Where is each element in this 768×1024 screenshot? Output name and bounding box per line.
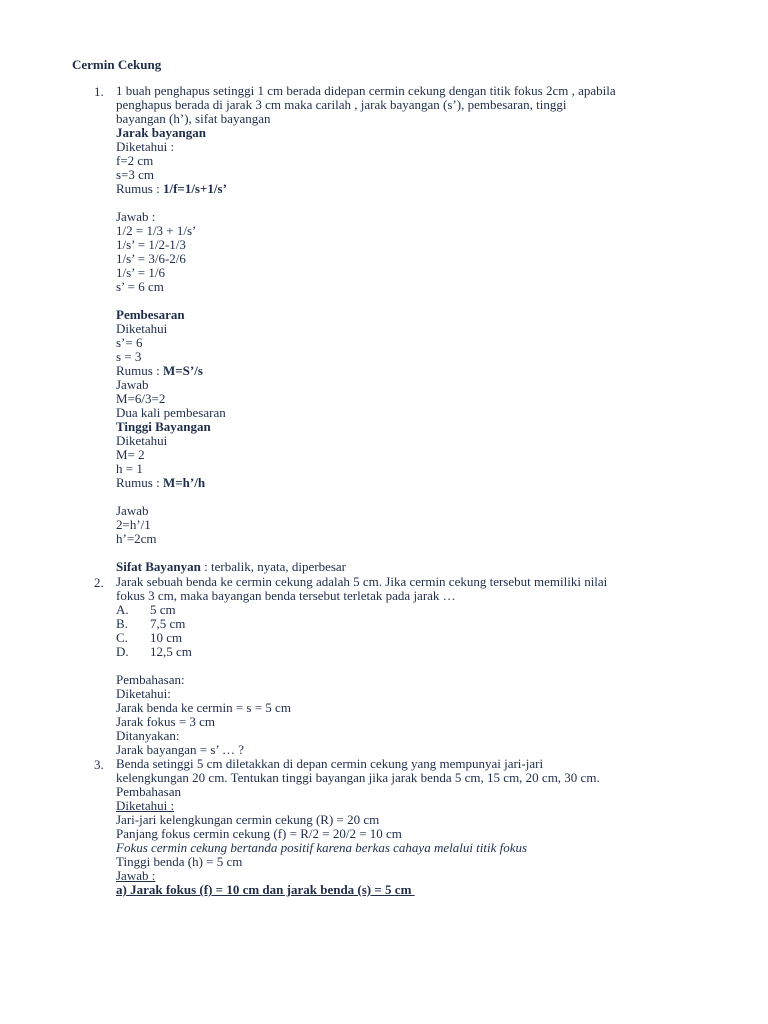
- q1-text-line-2: penghapus berada di jarak 3 cm maka carilah , jarak bayangan (s’), pembesaran, tinggi: [116, 97, 567, 112]
- q1-jarak-rumus-label: Rumus :: [116, 181, 163, 196]
- q1-pembesaran-rumus-label: Rumus :: [116, 363, 163, 378]
- q3-text-line-2: kelengkungan 20 cm. Tentukan tinggi bayangan jika jarak benda 5 cm, 15 cm, 20 cm, 30 cm.: [116, 770, 600, 785]
- q1-jarak-s: s=3 cm: [116, 167, 155, 182]
- q3-note: Fokus cermin cekung bertanda positif karena berkas cahaya melalui titik fokus: [116, 840, 528, 855]
- q3-f: Panjang fokus cermin cekung (f) = R/2 = 20/2 = 10 cm: [116, 826, 402, 841]
- q1-number: 1.: [94, 84, 104, 99]
- q1-jarak-step-5: s’ = 6 cm: [116, 279, 164, 294]
- q1-pembesaran-heading: Pembesaran: [116, 307, 185, 322]
- q2-option-b-text: 7,5 cm: [150, 616, 186, 631]
- q1-pembesaran-s: s = 3: [116, 349, 142, 364]
- q2-diketahui: Diketahui:: [116, 686, 171, 701]
- q2-line-1: Jarak benda ke cermin = s = 5 cm: [116, 700, 291, 715]
- q1-tinggi-diketahui: Diketahui: [116, 433, 168, 448]
- q2-option-c-text: 10 cm: [150, 630, 183, 645]
- q3-part-a: a) Jarak fokus (f) = 10 cm dan jarak benda (s) = 5 cm: [116, 882, 415, 897]
- q2-option-a-text: 5 cm: [150, 602, 176, 617]
- q1-pembesaran-calc: M=6/3=2: [116, 391, 166, 406]
- q2-ditanyakan: Ditanyakan:: [116, 728, 180, 743]
- q3-text-line-1: Benda setinggi 5 cm diletakkan di depan cermin cekung yang mempunyai jari-jari: [116, 756, 544, 771]
- q3-diketahui: Diketahui :: [116, 798, 175, 813]
- q2-option-b: [116, 617, 716, 631]
- q2-option-d-letter: D.: [116, 644, 129, 659]
- q1-jarak-f: f=2 cm: [116, 153, 154, 168]
- q3-block: [116, 757, 716, 897]
- q3-number: 3.: [94, 757, 104, 772]
- q1-pembesaran-jawab: Jawab: [116, 377, 149, 392]
- q1-tinggi-result: h’=2cm: [116, 531, 157, 546]
- q1-tinggi-h: h = 1: [116, 461, 143, 476]
- q1-jarak-diketahui: Diketahui :: [116, 139, 175, 154]
- q3-pembahasan: Pembahasan: [116, 784, 181, 799]
- q1-jarak-rumus: 1/f=1/s+1/s’: [162, 181, 227, 196]
- q1-text-line-1: 1 buah penghapus setinggi 1 cm berada didepan cermin cekung dengan titik fokus 2cm , apabila: [116, 83, 616, 98]
- q1-jarak-step-1: 1/2 = 1/3 + 1/s’: [116, 223, 197, 238]
- q1-sifat-line: [116, 560, 716, 574]
- q2-text-line-2: fokus 3 cm, maka bayangan benda tersebut terletak pada jarak …: [116, 588, 456, 603]
- q1-pembesaran-diketahui: Diketahui: [116, 321, 168, 336]
- q1-sifat-value: : terbalik, nyata, diperbesar: [200, 559, 346, 574]
- q1-block: [116, 84, 716, 574]
- q2-option-d: [116, 645, 716, 659]
- q1-pembesaran-rumus: M=S’/s: [162, 363, 203, 378]
- document-title: Cermin Cekung: [72, 57, 162, 72]
- q1-tinggi-jawab: Jawab: [116, 503, 149, 518]
- q2-line-2: Jarak fokus = 3 cm: [116, 714, 216, 729]
- q1-pembesaran-result: Dua kali pembesaran: [116, 405, 226, 420]
- q1-jarak-step-3: 1/s’ = 3/6-2/6: [116, 251, 186, 266]
- q2-option-b-letter: B.: [116, 616, 128, 631]
- q1-tinggi-heading: Tinggi Bayangan: [116, 419, 211, 434]
- q1-pembesaran-s-accent: s’= 6: [116, 335, 143, 350]
- q1-tinggi-m: M= 2: [116, 447, 145, 462]
- q1-jarak-heading: Jarak bayangan: [116, 125, 206, 140]
- q1-jarak-step-2: 1/s’ = 1/2-1/3: [116, 237, 186, 252]
- q2-number: 2.: [94, 575, 104, 590]
- q1-pembesaran-rumus-line: [116, 364, 716, 378]
- q3-h: Tinggi benda (h) = 5 cm: [116, 854, 243, 869]
- q1-tinggi-rumus-label: Rumus :: [116, 475, 163, 490]
- q3-jawab: Jawab :: [116, 868, 156, 883]
- q2-option-d-text: 12,5 cm: [150, 644, 192, 659]
- q1-tinggi-calc: 2=h’/1: [116, 517, 151, 532]
- q1-tinggi-rumus-line: [116, 476, 716, 490]
- q1-tinggi-rumus: M=h’/h: [162, 475, 206, 490]
- q2-pembahasan: Pembahasan:: [116, 672, 185, 687]
- q2-option-c-letter: C.: [116, 630, 128, 645]
- q3-r: Jari-jari kelengkungan cermin cekung (R) = 20 cm: [116, 812, 380, 827]
- q1-text-line-3: bayangan (h’), sifat bayangan: [116, 111, 271, 126]
- q2-option-a: [116, 603, 716, 617]
- q2-line-3: Jarak bayangan = s’ … ?: [116, 742, 245, 757]
- q2-option-a-letter: A.: [116, 602, 129, 617]
- q2-option-c: [116, 631, 716, 645]
- q2-text-line-1: Jarak sebuah benda ke cermin cekung adalah 5 cm. Jika cermin cekung tersebut memiliki nilai: [116, 574, 608, 589]
- q1-sifat-label: Sifat Bayanyan: [116, 559, 201, 574]
- q1-jarak-jawab: Jawab :: [116, 209, 156, 224]
- q1-jarak-step-4: 1/s’ = 1/6: [116, 265, 165, 280]
- q2-block: [116, 575, 716, 757]
- q1-jarak-rumus-line: [116, 182, 716, 196]
